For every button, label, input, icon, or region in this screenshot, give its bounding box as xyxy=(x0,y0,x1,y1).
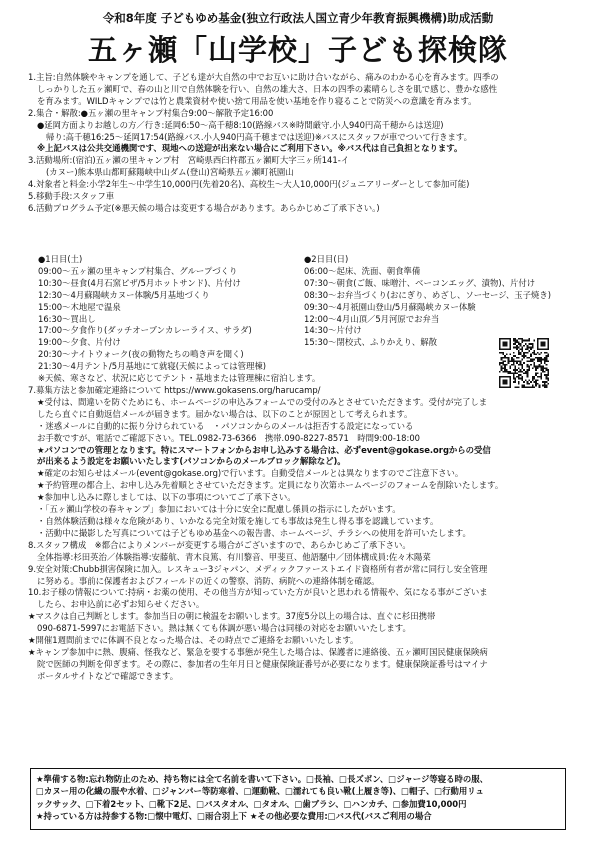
body-line: 1.主旨:自然体験やキャンプを通して、子ども達が大自然の中でお互いに助け合いながら、痛みのわかる心を育みます。四季の xyxy=(28,72,499,82)
body-line: したら直ぐに自動返信メールが届きます。届かない場合は、以下のことが原因として考えられます。 xyxy=(37,408,413,419)
body-line: 帰り:高千穂16:25〜延岡17:54(路線バス.小人940円高千穂までは送迎)※バスにスタッフが車でついて行きます。 xyxy=(46,131,472,142)
checklist-line: ★持っている方は持参する物:□懐中電灯、□雨合羽上下 ★その他必要な費用:□バス代(バスご利用の場合 xyxy=(36,811,432,822)
body-line: ・自然体験活動は様々な危険があり、いかなる完全対策を施しても事故は発生し得る事を認識しています。 xyxy=(37,515,439,526)
funding-subtitle: 令和8年度 子どもゆめ基金(独立行政法人国立青少年教育振興機構)助成活動 xyxy=(102,11,494,25)
schedule-item: 14:30〜片付け xyxy=(304,325,362,336)
body-line: ★キャンプ参加中に熱、腹痛、怪我など、緊急を要する事態が発生した場合は、保護者に連絡後、五ヶ瀬町国民健康保険病 xyxy=(28,646,488,657)
day1-schedule xyxy=(38,254,320,385)
checklist-line: □カヌー用の化繊の服や水着、□ジャンパー等防寒着、□運動靴、□濡れても良い靴(上履き等)、□帽子、□行動用リュ xyxy=(36,786,484,797)
body-line: 2.集合・解散:●五ヶ瀬の里キャンプ村集合9:00〜解散予定16:00 xyxy=(28,107,274,118)
schedule-item: 10:30〜昼食(4月石窯ピザ/5月ホットサンド)、片付け xyxy=(38,277,241,288)
body-line: ・迷惑メールに自動的に振り分けられている ・パソコンからのメールは拒否する設定になっている xyxy=(37,420,414,431)
body-line: 8.スタッフ構成 ※都合によりメンバーが変更する場合がございますので、あらかじめご了承下さい。 xyxy=(28,539,411,550)
body-line: ★受付は、間違いを防ぐためにも、ホームページの申込みフォームでの受付のみとさせていただきます。受付が完了しま xyxy=(37,396,488,407)
day2-schedule xyxy=(304,254,551,349)
day1-heading: ●1日目(土) xyxy=(38,254,83,264)
body-line: ★パソコンでの管理となります。特にスマートフォンからお申し込みする場合は、必ずevent@gokase.orgからの受信 xyxy=(37,444,491,455)
schedule-item: 16:30〜買出し xyxy=(38,313,96,324)
program-details xyxy=(28,72,576,215)
schedule-item: 21:30〜4月テント/5月基地にて就寝(天候によっては管理棟) xyxy=(38,361,266,372)
schedule-item: ※天候、寒さなど、状況に応じてテント・基地または管理棟に宿泊します。 xyxy=(38,373,321,384)
schedule-item: 12:30〜4月蘇陽峡カヌー体験/5月基地づくり xyxy=(38,289,210,300)
body-line: に努める。事前に保護者およびフィールドの近くの警察、消防、病院への連絡体制を確認。 xyxy=(37,575,380,586)
body-line: ★開催1週間前までに体調不良となった場合は、その時点でご連絡をお願いいたします。 xyxy=(28,635,359,646)
body-line: ★参加申し込みに際しましては、以下の事項についてご了承下さい。 xyxy=(37,492,296,503)
checklist-line: ★準備する物:忘れ物防止のため、持ち物には全て名前を書いて下さい。□長袖、□長ズボン、□ジャージ等寝る時の服、 xyxy=(36,774,488,784)
schedule-item: 06:00〜起床、洗面、朝食準備 xyxy=(304,265,421,276)
body-line: ●延岡方面よりお越しの方／行き:延岡6:50〜高千穂8:10(路線バス※時間厳守.小人940円高千穂からは送迎) xyxy=(37,119,444,130)
body-line: 6.活動プログラム予定(※悪天候の場合は変更する場合があります。あらかじめご了承下さい。) xyxy=(28,202,380,213)
body-line: 090-6871-5997にお電話下さい。熱は無くても体調が悪い場合は同様の対応をお願いいたします。 xyxy=(37,623,411,634)
body-line: ポータルサイトなどで確認できます。 xyxy=(37,670,179,681)
body-line: ★マスクは自己判断とします。参加当日の朝に検温をお願いします。37度5分以上の場合は、直ぐに杉田携帯 xyxy=(28,611,436,622)
body-line: 7.募集方法と参加確定連絡について https://www.gokasens.org/harucamp/ xyxy=(28,385,321,395)
body-line: 5.移動手段:スタッフ車 xyxy=(28,191,115,202)
body-line: が出来るよう設定をお願いいたします(パソコンからのメールブロック解除など)。 xyxy=(37,456,346,467)
body-line: 4.対象者と料金:小学2年生〜中学生10,000円(先着20名)、高校生〜大人10,000円(ジュニアリーダーとして参加可能) xyxy=(28,179,470,190)
page-title: 五ヶ瀬「山学校」子ども探検隊 xyxy=(87,33,508,67)
schedule-item: 07:30〜朝食(ご飯、味噌汁、ベーコンエッグ、漬物)、片付け xyxy=(304,277,536,288)
body-line: したら、お申込前に必ずお知らせください。 xyxy=(37,599,205,610)
packing-checklist xyxy=(30,768,566,830)
body-line: しっかりした五ヶ瀬町で、春の山と川で自然体験を行い、自然の雄大さ、日本の四季の素晴らしさを肌で感じ、豊かな感性 xyxy=(37,83,498,94)
checklist-line: ックサック、□下着2セット、□靴下2足、□バスタオル、□タオル、□歯ブラシ、□ハンカチ、□参加費10,000円 xyxy=(36,798,467,809)
application-details xyxy=(28,385,576,683)
body-line: 9.安全対策:Chubb損害保険に加入。レスキュー3ジャパン、メディックファーストエイド資格所有者が常に同行し安全管理 xyxy=(28,563,488,574)
body-line: ・「五ヶ瀬山学校の春キャンプ」参加においては十分に安全に配慮し係員の指示にしたがいます。 xyxy=(37,504,401,515)
schedule-item: 20:30〜ナイトウォーク(夜の動物たちの鳴き声を聞く) xyxy=(38,349,244,360)
body-line: ★確定のお知らせはメール(event@gokase.org)で行います。自動受信メールとは異なりますのでご注意下さい。 xyxy=(37,468,464,479)
schedule-item: 17:00〜夕食作り(ダッチオーブンカレーライス、サラダ) xyxy=(38,325,252,336)
schedule-item: 09:30〜4月祇園山登山/5月蘇陽峡カヌー体験 xyxy=(304,301,476,312)
body-line: 10.お子様の情報について:持病・お薬の使用、その他当方が知っていた方が良いと思われる情報や、気になる事がございま xyxy=(28,587,488,598)
schedule-item: 15:30〜閉校式、ふりかえり、解散 xyxy=(304,337,438,348)
body-line: 3.活動場所:(宿泊)五ヶ瀬の里キャンプ村 宮崎県西臼杵郡五ヶ瀬町大字三ヶ所141-イ xyxy=(28,155,350,166)
body-line: (カヌー)熊本県山都町蘇陽峡中山ダム(登山)宮崎県五ヶ瀬町祇園山 xyxy=(46,167,294,178)
body-line: お手数ですが、電話でご確認下さい。TEL.0982-73-6366 携帯.090-8227-8571 時間9:00-18:00 xyxy=(37,432,420,443)
schedule-item: 15:00〜木地屋で温泉 xyxy=(38,301,121,312)
schedule-item: 08:30〜お弁当づくり(おにぎり、めざし、ソーセージ、玉子焼き) xyxy=(304,289,552,300)
day2-heading: ●2日目(日) xyxy=(304,254,349,264)
body-line: を育みます。WILDキャンプでは竹と農業資材や使い捨て用品を使い基地を作り寝ることで防災への意識を育みます。 xyxy=(37,95,477,106)
body-line: 全体指導:杉田英治／体験指導:安藤航、青木良篤、有川黎音、甲斐亘、他語騒中／団体構成員:佐々木陽菜 xyxy=(37,551,431,562)
body-line: 院で医師の判断を仰ぎます。その際に、参加者の生年月日と健康保険証番号が必要になります。健康保険証番号はマイナ xyxy=(37,658,488,669)
body-line: ※上記バスは公共交通機関です、現地への送迎が出来ない場合にご利用下さい。※バス代は自己負担となります。 xyxy=(37,143,463,154)
body-line: ★予約管理の都合上、お申し込み先着順とさせていただきます。定員になり次第ホームページのフォームを削除いたします。 xyxy=(37,480,504,491)
schedule-item: 09:00〜五ヶ瀬の里キャンプ村集合、グループづくり xyxy=(38,265,238,276)
body-line: ・活動中に撮影した写真については子どもゆめ基金への報告書、ホームページ、チラシへの使用を許可いたします。 xyxy=(37,527,471,538)
qr-code-icon[interactable] xyxy=(499,338,549,388)
schedule-item: 19:00〜夕食、片付け xyxy=(38,337,121,348)
schedule-item: 12:00〜4月山頂／5月河原でお弁当 xyxy=(304,313,440,324)
